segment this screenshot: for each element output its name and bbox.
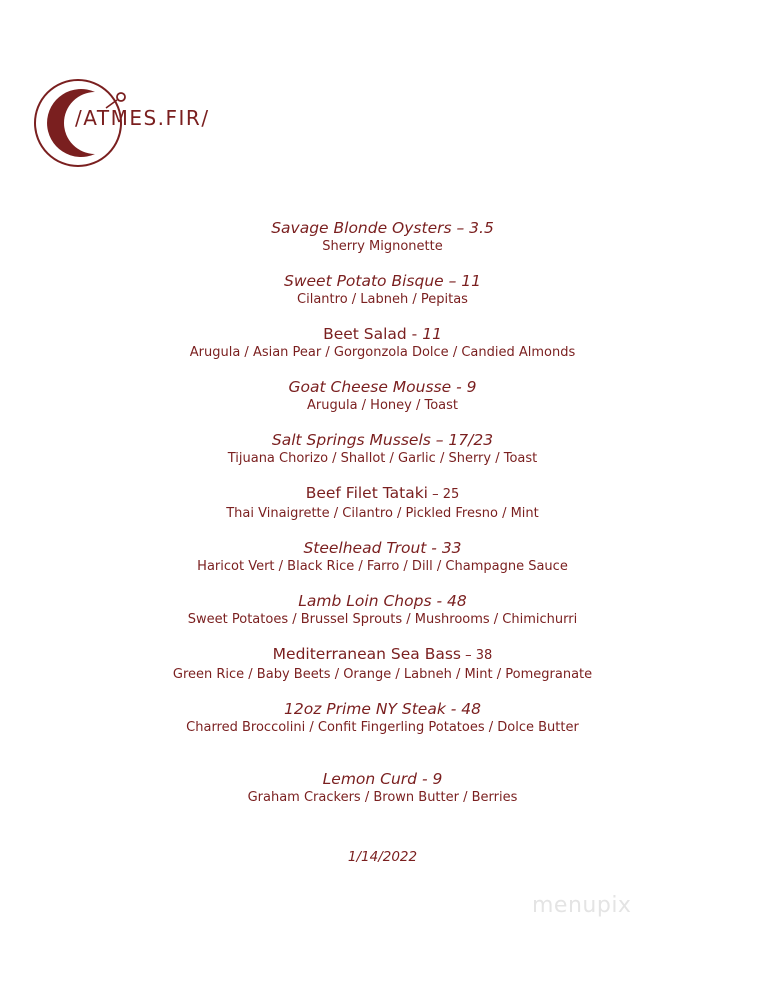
menu-item-name: Beet Salad - <box>323 325 423 343</box>
menu-item-title: Savage Blonde Oysters – 3.5 <box>271 219 494 237</box>
menu-item-price: – 38 <box>461 648 493 663</box>
logo-text: /ATMES.FIR/ <box>75 106 210 130</box>
menu-item-description: Charred Broccolini / Confit Fingerling Potatoes / Dolce Butter <box>186 720 579 735</box>
menu-item-description: Tijuana Chorizo / Shallot / Garlic / Sherry / Toast <box>227 451 538 466</box>
menu-item <box>0 591 765 628</box>
menu-item <box>0 644 765 683</box>
restaurant-logo <box>33 78 233 168</box>
menu-item-dessert <box>0 769 765 806</box>
menu-item-title: Steelhead Trout - 33 <box>303 539 462 557</box>
menu-item-price: 11 <box>422 325 442 343</box>
menu-item <box>0 218 765 255</box>
menu-item-description: Sweet Potatoes / Brussel Sprouts / Mushrooms / Chimichurri <box>187 612 578 627</box>
menu-item-name: Mediterranean Sea Bass <box>272 645 462 663</box>
menu-item-description: Cilantro / Labneh / Pepitas <box>297 292 468 307</box>
menu-item-description: Arugula / Honey / Toast <box>306 398 459 413</box>
watermark: menupix <box>532 893 632 918</box>
menu-item-title <box>0 324 765 344</box>
menu-item-title <box>0 644 765 666</box>
menu-item <box>0 483 765 522</box>
menu-item-title <box>0 483 765 505</box>
menu-list <box>0 218 765 806</box>
menu-item-description: Thai Vinaigrette / Cilantro / Pickled Fresno / Mint <box>226 506 539 521</box>
menu-item-title: Lamb Loin Chops - 48 <box>298 592 467 610</box>
menu-item <box>0 538 765 575</box>
menu-item-title: Goat Cheese Mousse - 9 <box>288 378 477 396</box>
menu-item-title: Sweet Potato Bisque – 11 <box>283 272 482 290</box>
menu-item-price: – 25 <box>427 487 460 502</box>
menu-item-name: Beef Filet Tataki <box>305 484 428 502</box>
menu-item-description: Haricot Vert / Black Rice / Farro / Dill / Champagne Sauce <box>197 559 568 574</box>
menu-item <box>0 377 765 414</box>
menu-item-description: Green Rice / Baby Beets / Orange / Labneh / Mint / Pomegranate <box>172 667 593 682</box>
menu-item <box>0 430 765 467</box>
menu-date: 1/14/2022 <box>347 849 418 865</box>
menu-item-title: 12oz Prime NY Steak - 48 <box>284 700 481 718</box>
menu-item-title: Lemon Curd - 9 <box>322 770 443 788</box>
menu-item <box>0 271 765 308</box>
menu-item-description: Graham Crackers / Brown Butter / Berries <box>247 790 518 805</box>
menu-item <box>0 324 765 361</box>
menu-item <box>0 699 765 736</box>
menu-item-title: Salt Springs Mussels – 17/23 <box>271 431 494 449</box>
menu-item-description: Arugula / Asian Pear / Gorgonzola Dolce / Candied Almonds <box>189 345 576 360</box>
menu-item-description: Sherry Mignonette <box>322 239 443 254</box>
